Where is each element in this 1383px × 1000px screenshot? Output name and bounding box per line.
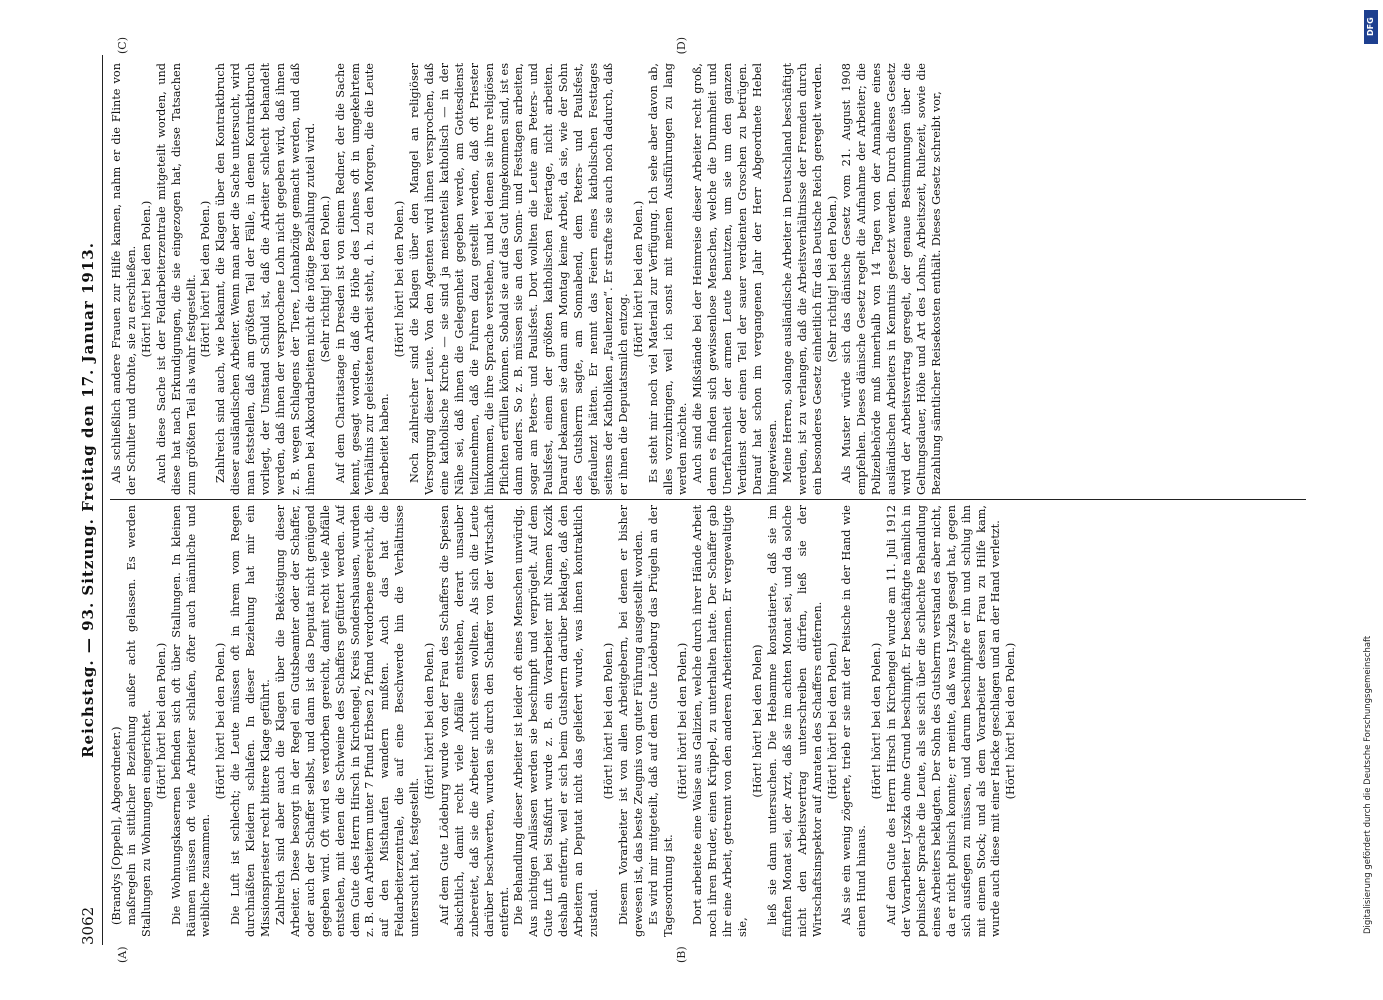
paragraph: Es wird mir mitgeteilt, daß auf dem Gute Lödeburg das Prügeln an der Tagesordnung ist. xyxy=(646,505,675,937)
paragraph: Auch sind die Mißstände bei der Heimreise dieser Arbeiter recht groß, denn es finden sich gewissenlose Menschen, welche die Dummheit und Unerfahrenheit der armen Leute benutzen, um sie um den ganzen Verdienst oder einen Teil der sauer verdienten Groschen zu betrügen. Darauf hat schon im vergangenen Jahr der Herr Abgeordnete Hebel hingewiesen. xyxy=(691,63,779,495)
paragraph: Zahlreich sind auch, wie bekannt, die Klagen über den Kontraktbruch dieser ausländischen Arbeiter. Wenn man aber die Sache untersucht, wird man feststellen, daß am größten Teil der Fälle, in denen Kontraktbruch vorliegt, der Umstand Schuld ist, daß die Arbeiter schlecht behandelt werden, daß ihnen der versprochene Lohn nicht gegeben wird, daß ihnen z. B. wegen Schlagens der Tiere, Lohnabzüge gemacht werden, und daß ihnen bei Akkordarbeiten nicht die nötige Bezahlung zuteil wird. xyxy=(214,63,317,495)
paragraph: Es steht mir noch viel Material zur Verfügung. Ich sehe aber davon ab, alles vorzubringen, weil ich sonst mit meinen Ausführungen zu lang werden möchte. xyxy=(646,63,690,495)
interjection: (Hört! hört! bei den Polen.) xyxy=(199,200,213,358)
margin-mark-b: (B) xyxy=(675,946,688,963)
interjection: (Hört! hört! bei den Polen.) xyxy=(676,642,690,800)
interjection: (Hört! hört! bei den Polen.) xyxy=(423,642,437,800)
right-column xyxy=(110,63,1306,495)
interjection: (Hört! hört! bei den Polen.) xyxy=(214,642,228,800)
interjection: (Hört! hört! bei den Polen.) xyxy=(154,642,168,800)
digitization-credit xyxy=(1363,10,1379,990)
interjection: (Hört! hört! bei den Polen.) xyxy=(393,200,407,358)
margin-mark-c: (C) xyxy=(116,37,129,54)
left-column xyxy=(110,505,1306,937)
interjection: (Hört! hört! bei den Polen.) xyxy=(139,200,153,358)
paragraph: Auf dem Gute Lödeburg wurde von der Frau des Schaffers die Speisen absichtlich, damit recht viele Abfälle entstehen, derart unsauber zubereitet, daß sie die Arbeiter nicht essen wollten. Als sich die Leute darüber beschwerten, wurden sie durch den Schaffer von der Wirtschaft entfernt. xyxy=(437,505,511,937)
paragraph: Als schließlich andere Frauen zur Hilfe kamen, nahm er die Flinte von der Schulter und drohte, sie zu erschießen. xyxy=(110,63,138,495)
interjection: (Hört! hört! bei den Polen.) xyxy=(631,200,645,358)
margin-mark-a: (A) xyxy=(116,946,129,963)
paragraph: Meine Herren, solange ausländische Arbeiter in Deutschland beschäftigt werden, ist zu verlangen, daß die Arbeitsverhältnisse der Fremden durch ein besonderes Gesetz einheitlich für das Deutsche Reich geregelt werden. xyxy=(780,63,824,495)
paragraph: maßregeln in sittlicher Beziehung außer acht gelassen. Es werden Stallungen zu Wohnungen eingerichtet. xyxy=(124,505,153,937)
page-header xyxy=(76,55,103,945)
paragraph: Auch diese Sache ist der Feldarbeiterzentrale mitgeteilt worden, und diese hat nach Erkundigungen, die sie eingezogen hat, diese Tatsachen zum größten Teil als wahr festgestellt. xyxy=(154,63,198,495)
interjection: (Hört! hört! bei den Polen.) xyxy=(601,642,615,800)
paragraph: Die Luft ist schlecht; die Leute müssen oft in ihrem vom Regen durchnäßten Kleidern schlafen. In dieser Beziehung hat mir ein Missionspriester recht bittere Klage geführt. xyxy=(229,505,273,937)
paragraph: Zahlreich sind aber auch die Klagen über die Beköstigung dieser Arbeiter. Diese besorgt in der Regel ein Gutsbeamter oder der Schaffer, oder auch der Schaffer selbst, und dann ist das Deputat nicht genügend gegeben wird. Oft wird es verdorben gereicht, damit recht viele Abfälle entstehen, mit denen die Schweine des Schaffers gefüttert werden. Auf dem Gute des Herrn Hirsch in Kirchengel, Kreis Sondershausen, wurden z. B. den Arbeitern unter 7 Pfund Erbsen 2 Pfund verdorbene gereicht, die auf den Misthaufen wandern mußten. Auch das hat die Feldarbeiterzentrale, die auf eine Beschwerde hin die Verhältnisse untersucht hat, festgestellt. xyxy=(273,505,422,937)
interjection: (Hört! hört! bei den Polen.) xyxy=(1004,642,1018,800)
running-title: Reichstag. — 93. Sitzung. Freitag den 17. Januar 1913. xyxy=(79,242,97,758)
paragraph: Dort arbeitete eine Waise aus Galizien, welche durch ihrer Hände Arbeit noch ihren Bruder, einen Krüppel, zu unterhalten hatte. Der Schaffer gab ihr eine Arbeit, getrennt von den anderen Arbeiterinnen. Er vergewaltigte sie, xyxy=(691,505,750,937)
interjection: (Hört! hört! bei den Polen.) xyxy=(825,642,839,800)
paragraph: (Brandys [Oppeln], Abgeordneter.) xyxy=(110,726,123,925)
text-columns xyxy=(110,37,1306,963)
paragraph: Als sie ein wenig zögerte, trieb er sie mit der Peitsche in der Hand wie einen Hund hinaus. xyxy=(840,505,869,937)
paragraph: ließ sie dann untersuchen. Die Hebamme konstatierte, daß sie im fünften Monat sei, der Arzt, daß sie im achten Monat sei, und da solche nicht den Arbeitsvertrag unterschreiben dürfen, ließ sie der Wirtschaftsinspektor auf Anraten des Schaffers entfernen. xyxy=(765,505,824,937)
interjection: (Hört! hört! bei den Polen.) xyxy=(870,642,884,800)
margin-mark-d: (D) xyxy=(675,37,688,55)
interjection: (Hört! hört! bei den Polen) xyxy=(750,644,764,798)
column-divider xyxy=(110,499,1306,500)
paragraph: Diesem Vorarbeiter ist von allen Arbeitgebern, bei denen er bisher gewesen ist, das beste Zeugnis von guter Führung ausgestellt worden. xyxy=(616,505,645,937)
paragraph: Auf dem Charitastage in Dresden ist von einem Redner, der die Sache kennt, gesagt worden, daß die Höhe des Lohnes oft in umgekehrtem Verhältnis zur geleisteten Arbeit steht, d. h. zu den Morgen, die die Leute bearbeitet haben. xyxy=(333,63,392,495)
interjection: (Sehr richtig! bei den Polen.) xyxy=(825,195,839,363)
paragraph: Noch zahlreicher sind die Klagen über den Mangel an religiöser Versorgung dieser Leute. Von den Agenten wird ihnen versprochen, daß eine katholische Kirche — sie sind ja meistenteils katholisch — in der Nähe sei, daß ihnen die Gelegenheit gegeben werde, am Gottesdienst teilzunehmen, daß die Fuhren dazu gestellt werden, daß oft Priester hinkommen, die ihre Sprache verstehen, und bei denen sie ihre religiösen Pflichten erfüllen können. Sobald sie auf das Gut hingekommen sind, ist es dann anders. So z. B. müssen sie an den Sonn- und Festtagen arbeiten, sogar am Peters- und Paulsfest. Dort wollten die Leute am Peters- und Paulsfest, einem der größten katholischen Feiertage, nicht arbeiten. Darauf bekamen sie dann am Montag keine Arbeit, da sie, wie der Sohn des Gutsherrn sagte, am Sonnabend, dem Peters- und Paulsfest, gefaulenzt hätten. Er nennt das Feiern eines katholischen Festtages seitens der Katholiken „Faulenzen“. Er strafte sie auch noch dadurch, daß er ihnen die Deputatsmilch entzog. xyxy=(408,63,630,495)
paragraph: Als Muster würde sich das dänische Gesetz vom 21. August 1908 empfehlen. Dieses dänische Gesetz regelt die Aufnahme der Arbeiter; die Polizeibehörde muß innerhalb von 14 Tagen von der Annahme eines ausländischen Arbeiters in Kenntnis gesetzt werden. Durch dieses Gesetz wird der Arbeitsvertrag geregelt, der genaue Bestimmungen über die Geltungsdauer, Höhe und Art des Lohns, Arbeitszeit, Ruhezeit, sowie die Bezahlung sämtlicher Reisekosten enthält. Dieses Gesetz schreibt vor, xyxy=(840,63,943,495)
page-number: 3062 xyxy=(79,906,97,945)
paragraph: Die Wohnungskasernen befinden sich oft über Stallungen. In kleinen Räumen müssen oft viele Arbeiter schlafen, öfter auch männliche und weibliche zusammen. xyxy=(169,505,213,937)
interjection: (Sehr richtig! bei den Polen.) xyxy=(318,195,332,363)
digitization-note: Digitalisierung gefördert durch die Deutsche Forschungsgemeinschaft xyxy=(1363,635,1373,934)
document-page xyxy=(66,35,1316,965)
paragraph: Die Behandlung dieser Arbeiter ist leider oft eines Menschen unwürdig. Aus nichtigen Anlässen werden sie beschimpft und verprügelt. Auf dem Gute Luft bei Staßfurt wurde z. B. ein Vorarbeiter mit Namen Kozik deshalb entfernt, weil er sich beim Gutsherrn darüber beklagte, daß den Arbeitern an Deputat nicht das geliefert wurde, was ihnen kontraktlich zustand. xyxy=(512,505,600,937)
paragraph: Auf dem Gute des Herrn Hirsch in Kirchengel wurde am 11. Juli 1912 der Vorarbeiter Lyszka ohne Grund beschimpft. Er beschäftigte nämlich in polnischer Sprache die Leute, als sie sich über die schlechte Behandlung eines Arbeiters beklagten. Der Sohn des Gutsherrn verstand es aber nicht, da er nicht polnisch konnte; er meinte, daß was Lyszka gesagt hat, gegen sich ausfiegen zu müssen, und darum beschimpfte er ihn und schlug ihn mit einem Stock; und als dem Vorarbeiter dessen Frau zu Hilfe kam, wurde auch diese mit einer Hacke geschlagen und an der Hand verletzt. xyxy=(885,505,1003,937)
dfg-logo: DFG xyxy=(1364,10,1378,44)
